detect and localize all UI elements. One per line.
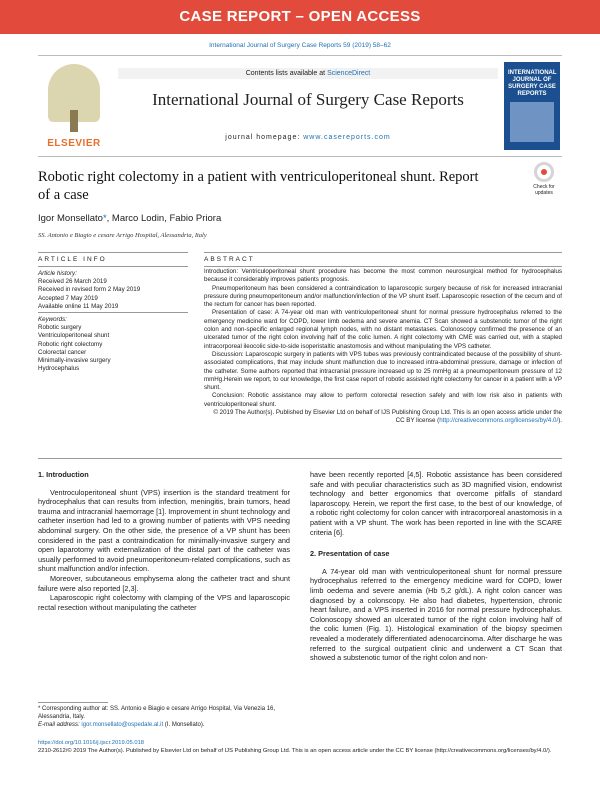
divider: [38, 252, 188, 253]
article-history: [38, 270, 188, 311]
check-for-updates-badge[interactable]: [526, 162, 562, 198]
update-icon: [534, 162, 554, 182]
body-paragraph: Laparoscopic right colectomy with clamping of the VPS and laparoscopic rectal resection without manipulating the catheter: [38, 593, 290, 612]
presentation-heading: 2. Presentation of case: [310, 549, 390, 559]
history-item: Received in revised form 2 May 2019: [38, 286, 141, 294]
homepage-line: [118, 134, 498, 141]
journal-citation[interactable]: International Journal of Surgery Case Reports 59 (2019) 58–62: [209, 42, 391, 49]
divider: [204, 266, 562, 267]
footnote: [38, 705, 290, 729]
introduction-heading: 1. Introduction: [38, 470, 89, 479]
keyword: Ventriculoperitoneal shunt: [38, 332, 110, 340]
open-access-banner: CASE REPORT – OPEN ACCESS: [0, 0, 600, 34]
homepage-link[interactable]: www.casereports.com: [303, 134, 391, 141]
keyword: Robotic surgery: [38, 324, 82, 332]
divider: [38, 266, 188, 267]
right-column: [310, 470, 562, 663]
check-for-updates-label: Check for updates: [533, 184, 555, 196]
body-paragraph: A 74-year old man with ventriculoperitoneal shunt for normal pressure hydrocephalus referred to the emergency medicine ward for COPD, lower limb oedema and severe anemia (Hb 5,2 g/dL). A right colon cancer was diagnosed by a colonscopy. He also had diabetes, hypertension, chronic heart failure, and a VPS inserted in 2016 for normal pressure hydrocephalus. Colonoscopy showed an ulcerated tumor of the right colon involving half of the colic lumen (Fig. 1). Histological examination of the biopsy specimen revealed a moderately differentiated adenocarcinoma. After discharge he was referred to the surgical outpatient clinic and underwent a CT Scan that showed a substenotic tumor of the right colon and non-: [310, 566, 562, 663]
author-lead: Igor Monsellato: [38, 213, 103, 224]
abstract-introduction: Introduction: Ventriculoperitoneal shunt procedure has become the most common neurosurgical method for hydrocephalus because it considerably improves patients prognosis.: [204, 268, 562, 284]
abstract-conclusion: Conclusion: Robotic assistance may allow to perform colorectal resection safely and with low risk also in patients with ventriculoperitoneal shunt.: [204, 392, 562, 408]
elsevier-logo[interactable]: [38, 62, 110, 152]
article-info-heading: ARTICLE INFO: [38, 256, 107, 263]
author-rest: , Marco Lodin, Fabio Priora: [106, 213, 222, 224]
abstract-body: [204, 268, 562, 426]
body-paragraph: Ventroculoperitoneal shunt (VPS) insertion is the standard treatment for hydrocephalus that can results from infection, meningitis, brain tumors, head trauma and intracranial haemorrage [1]. Improvement in shunt technology and catheter insertion had led to a growing number of patients with VPS needing abdominal surgery. On the other side, the presence of a VP shunt has been considered in the past a contraindication for minimally-invasive surgery and open laparotomy with externalization of the distal part of the catheter was usually performed to avoid pneumoperitoneum-related complications, such as shunt malfunction and/or infection.: [38, 487, 290, 574]
abstract-discussion: Discussion: Laparoscopic surgery in patients with VPS tubes was previously contraindicated because of the possibility of shunt-associated complications, that may include shunt malfunction due to increased intra-abdominal pressure, damage or infection of the catheter. Some authors reported that intracranial pressure increased up to 25 mmHg at a pneumoperitoneum pressure of 12 mmHg.Herein we report, to our knowledge, the first case report of robotic assisted right colectomy for cancer in a patient with a VP shunt.: [204, 350, 562, 392]
article-title: Robotic right colectomy in a patient with ventriculoperitoneal shunt. Report of a case: [38, 169, 479, 203]
history-item: Received 26 March 2019: [38, 278, 107, 286]
keyword: Hydrocephalus: [38, 365, 80, 373]
journal-cover[interactable]: [504, 62, 560, 150]
footnote-divider: [38, 702, 108, 703]
cover-title: INTERNATIONAL JOURNAL OF SURGERY CASE REPORTS: [508, 70, 557, 97]
abstract-copyright: [204, 409, 562, 426]
divider: [38, 312, 188, 313]
affiliation: SS. Antonio e Biagio e cesare Arrigo Hospital, Alessandria, Italy: [38, 232, 207, 239]
abstract-case: Presentation of case: A 74-year old man with ventriculoperitoneal shunt for normal pressure hydrocephalus referred to the emergency medicine ward for COPD, lower limb oedema and severe anemia. CT Scan showed a substenotic tumor of the right colon and non-specific enlarged regional lymph nodes, with no distant metastases. Colonoscopy confirmed the presence of an ulcerated tumor of the right colon involving half of the colic lumen. A right colectomy with CME was carried out, with a stapled intracorporeal ileocolic side-to-side isoperistaltic anastomosis and without manipulating the VPS catheter.: [204, 309, 562, 350]
copyright-text: © 2019 The Author(s). Published by Elsevier Ltd on behalf of IJS Publishing Group Ltd. This is an open access article under the CC BY license (: [213, 409, 562, 425]
journal-header: [38, 55, 562, 157]
keyword: Minimally-invasive surgery: [38, 357, 111, 365]
email-label: E-mail address:: [38, 722, 82, 728]
license-line: 2210-2612/© 2019 The Author(s). Published by Elsevier Ltd on behalf of IJS Publishing Group Ltd. This is an open access article under the CC BY license (http://creativecommons.org/licenses/by/4.0/).: [38, 747, 552, 754]
author-list: [38, 213, 221, 224]
contents-prefix: Contents lists available at: [245, 70, 328, 77]
email-name: (I. Monsellato).: [163, 722, 205, 728]
sciencedirect-link[interactable]: ScienceDirect: [327, 70, 371, 77]
left-column: [38, 470, 290, 612]
abstract-heading: ABSTRACT: [204, 256, 255, 263]
abstract-paragraph: Pneumoperitoneum has been considered a contraindication to laparoscopic surgery because of risk for increased intracranial pressure during pneumoperitoneum and/or malfunction/infection of the VP shunt itself. Laparoscopic resection of the cecum and of the rectum for cancer has been reported.: [204, 284, 562, 309]
keywords-label: Keywords:: [38, 316, 67, 323]
keyword: Robotic right colectomy: [38, 340, 103, 348]
publisher-name: ELSEVIER: [47, 138, 101, 149]
contents-line: [118, 68, 498, 79]
body-paragraph: have been recently reported [4,5]. Robotic assistance has been considered safe and with peculiar characteristics such as 3D magnified vision, endowrist technology and better ergonomics that overcome pitfalls of standard laparoscopy. Herein, we report the first case, to the best of our knowledge, of a robotic right colectomy for colon cancer with intracorporeal anastomosis in a patient with a VP shunt. The work has been reported in line with the SCARE criteria [6].: [310, 470, 562, 537]
history-item: Accepted 7 May 2019: [38, 294, 98, 302]
keyword: Colorectal cancer: [38, 348, 87, 356]
history-item: Available online 11 May 2019: [38, 302, 119, 310]
corresponding-author-mark[interactable]: *: [102, 213, 107, 224]
journal-title: International Journal of Surgery Case Reports: [152, 90, 464, 109]
tree-trunk: [70, 110, 78, 132]
page-footer: [38, 740, 562, 755]
cover-image: [510, 102, 554, 142]
corresponding-author-note: * Corresponding author at: SS. Antonio e Biagio e cesare Arrigo Hospital, Via Venezia 16, Alessandria, Italy.: [38, 706, 276, 720]
body-paragraph: Moreover, subcutaneous emphysema along the catheter tract and shunt failure were also reported [2,3].: [38, 573, 290, 593]
history-label: Article history:: [38, 270, 77, 277]
license-link[interactable]: http://creativecommons.org/licenses/by/4.0/: [439, 417, 559, 425]
copyright-end: ).: [558, 417, 562, 425]
divider: [38, 458, 562, 459]
divider: [204, 252, 562, 253]
doi-link[interactable]: https://doi.org/10.1016/j.ijscr.2019.05.018: [38, 740, 145, 746]
email-link[interactable]: igor.monsellato@ospedale.al.it: [81, 722, 164, 728]
email-line: [38, 721, 290, 729]
homepage-prefix: journal homepage:: [225, 134, 304, 141]
keywords: [38, 316, 188, 373]
